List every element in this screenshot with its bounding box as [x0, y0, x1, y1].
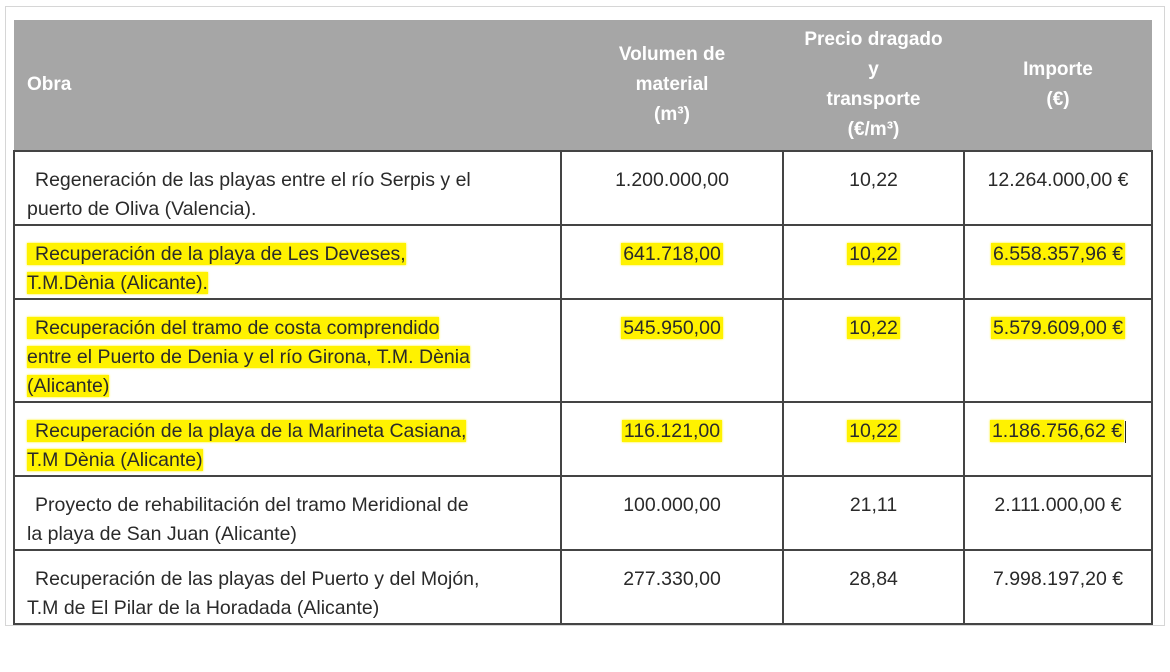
cell-volumen: 100.000,00 [561, 476, 783, 550]
cell-volumen: 277.330,00 [561, 550, 783, 624]
cell-precio: 10,22 [783, 299, 964, 402]
cell-importe: 7.998.197,20 € [964, 550, 1152, 624]
table-row [14, 550, 1152, 624]
table-row [14, 151, 1152, 225]
cell-obra: Proyecto de rehabilitación del tramo Meridional de la playa de San Juan (Alicante) [14, 476, 561, 550]
table-row [14, 476, 1152, 550]
header-importe: Importe (€) [964, 20, 1152, 151]
cell-volumen: 1.200.000,00 [561, 151, 783, 225]
cell-obra: Recuperación de la playa de la Marineta Casiana, T.M Dènia (Alicante) [14, 402, 561, 476]
cell-importe[interactable]: 1.186.756,62 € [964, 402, 1152, 476]
obras-table [13, 20, 1153, 625]
cell-volumen: 641.718,00 [561, 225, 783, 299]
cell-importe: 2.111.000,00 € [964, 476, 1152, 550]
cell-precio: 10,22 [783, 225, 964, 299]
cell-precio: 10,22 [783, 151, 964, 225]
table-row-highlighted [14, 402, 1152, 476]
cell-obra: Recuperación de las playas del Puerto y del Mojón, T.M de El Pilar de la Horadada (Alicante) [14, 550, 561, 624]
cell-volumen: 545.950,00 [561, 299, 783, 402]
cell-importe: 6.558.357,96 € [964, 225, 1152, 299]
cell-obra: Regeneración de las playas entre el río Serpis y el puerto de Oliva (Valencia). [14, 151, 561, 225]
cell-precio: 28,84 [783, 550, 964, 624]
header-volumen: Volumen de material (m³) [561, 20, 783, 151]
header-obra: Obra [14, 20, 561, 151]
cell-obra: Recuperación del tramo de costa comprendido entre el Puerto de Denia y el río Girona, T.M. Dènia (Alicante) [14, 299, 561, 402]
cell-importe: 5.579.609,00 € [964, 299, 1152, 402]
table-row-highlighted [14, 299, 1152, 402]
cell-obra: Recuperación de la playa de Les Deveses, T.M.Dènia (Alicante). [14, 225, 561, 299]
cell-precio: 10,22 [783, 402, 964, 476]
text-cursor [1125, 421, 1126, 443]
table-header-row [14, 20, 1152, 151]
table-row-highlighted [14, 225, 1152, 299]
header-precio: Precio dragado y transporte (€/m³) [783, 20, 964, 151]
cell-precio: 21,11 [783, 476, 964, 550]
cell-volumen: 116.121,00 [561, 402, 783, 476]
cell-importe: 12.264.000,00 € [964, 151, 1152, 225]
